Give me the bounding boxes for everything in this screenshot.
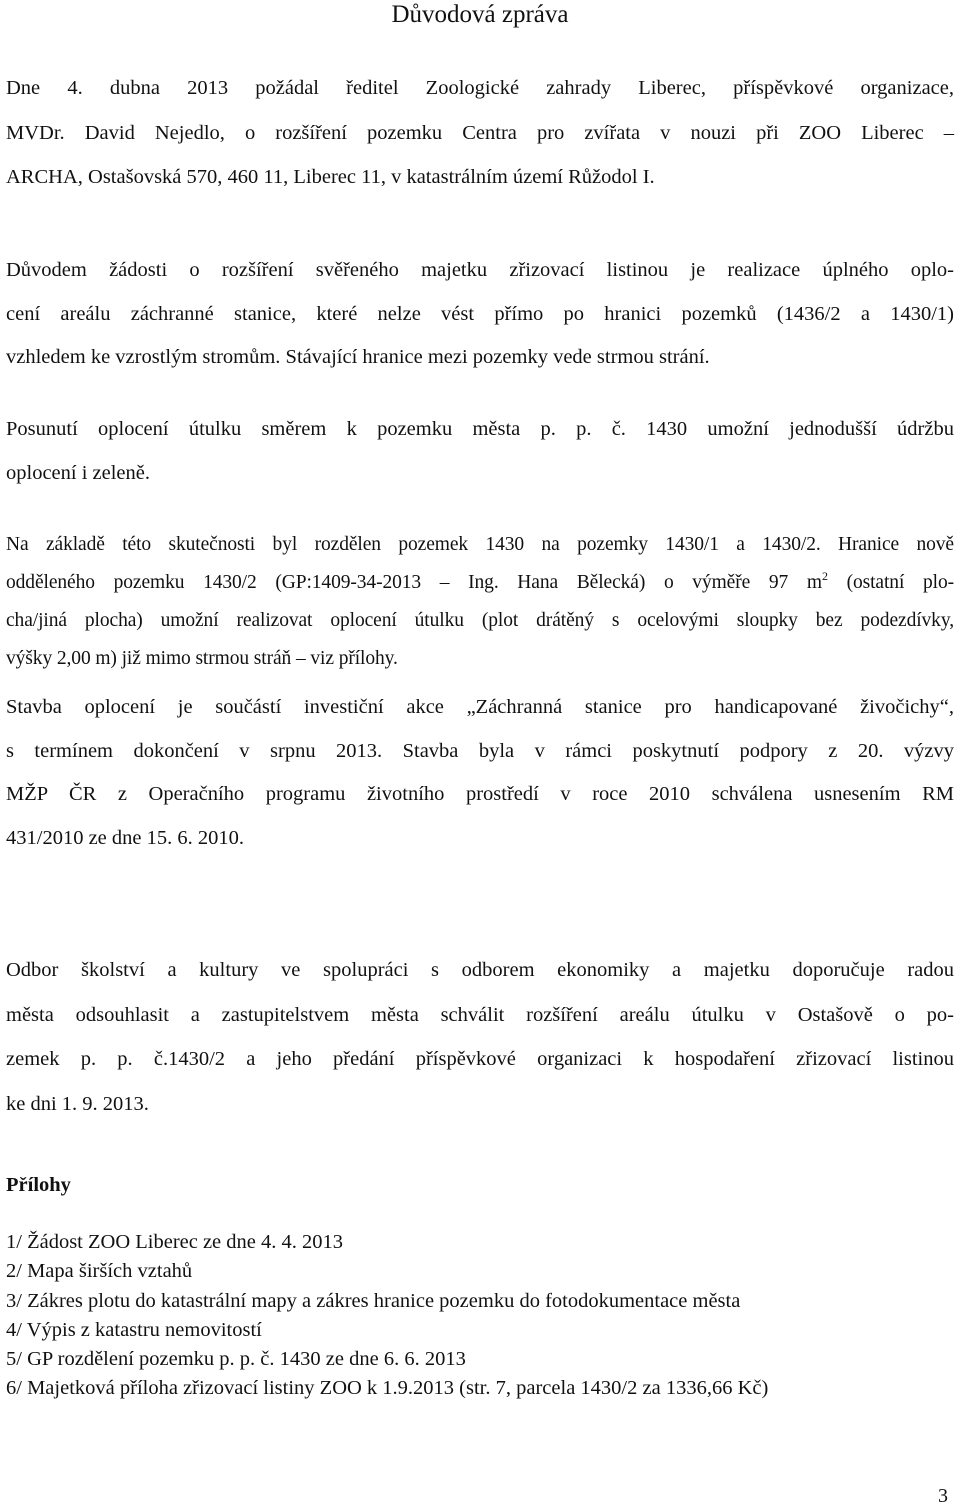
construction-paragraph	[6, 686, 954, 860]
superscript-two: 2	[821, 569, 828, 583]
attachments-heading: Přílohy	[6, 1174, 71, 1196]
construction-line: MŽP ČR z Operačního programu životního prostředí v roce 2010 schválena usnesením RM	[6, 783, 954, 805]
division-paragraph	[6, 526, 954, 678]
attachment-item: 1/ Žádost ZOO Liberec ze dne 4. 4. 2013	[6, 1231, 344, 1253]
division-line	[6, 564, 954, 602]
intro-paragraph	[6, 66, 954, 200]
page-number: 3	[938, 1485, 948, 1507]
division-line-text: odděleného pozemku 1430/2 (GP:1409-34-2013 – Ing. Hana Bělecká) o výměře 97 m	[6, 572, 822, 593]
attachment-item: 6/ Majetková příloha zřizovací listiny ZOO k 1.9.2013 (str. 7, parcela 1430/2 za 1336,66 Kč)	[6, 1377, 769, 1400]
shift-paragraph	[6, 408, 954, 495]
recommendation-paragraph	[6, 948, 954, 1126]
document-title: Důvodová zpráva	[391, 1, 569, 28]
reason-paragraph	[6, 249, 954, 380]
recommendation-line: Odbor školství a kultury ve spolupráci s odborem ekonomiky a majetku doporučuje radou	[6, 959, 954, 981]
division-line: výšky 2,00 m) již mimo strmou stráň – viz přílohy.	[6, 648, 398, 669]
intro-line: MVDr. David Nejedlo, o rozšíření pozemku Centra pro zvířata v nouzi při ZOO Liberec –	[6, 121, 954, 144]
recommendation-line: zemek p. p. č.1430/2 a jeho předání příspěvkové organizaci k hospodaření zřizovací listinou	[6, 1048, 954, 1070]
reason-line: vzhledem ke vzrostlým stromům. Stávající hranice mezi pozemky vede strmou strání.	[6, 346, 710, 368]
division-line: Na základě této skutečnosti byl rozdělen pozemek 1430 na pozemky 1430/1 a 1430/2. Hranice nově	[6, 534, 954, 555]
construction-line: Stavba oplocení je součástí investiční akce „Záchranná stanice pro handicapované živočichy“,	[6, 696, 954, 718]
attachments-list	[6, 1228, 954, 1404]
division-line: cha/jiná plocha) umožní realizovat oplocení útulku (plot drátěný s ocelovými sloupky bez podezdívky,	[6, 610, 954, 631]
intro-line: Dne 4. dubna 2013 požádal ředitel Zoologické zahrady Liberec, příspěvkové organizace,	[6, 77, 954, 99]
recommendation-line: ke dni 1. 9. 2013.	[6, 1092, 149, 1115]
attachment-item: 4/ Výpis z katastru nemovitostí	[6, 1318, 262, 1341]
reason-line: Důvodem žádosti o rozšíření svěřeného majetku zřizovací listinou je realizace úplného oplo-	[6, 259, 954, 281]
reason-line: cení areálu záchranné stanice, které nelze vést přímo po hranici pozemků (1436/2 a 1430/1)	[6, 302, 954, 325]
shift-line: Posunutí oplocení útulku směrem k pozemku města p. p. č. 1430 umožní jednodušší údržbu	[6, 418, 954, 440]
shift-line: oplocení i zeleně.	[6, 461, 151, 484]
attachment-item: 2/ Mapa širších vztahů	[6, 1260, 193, 1283]
attachment-item: 3/ Zákres plotu do katastrální mapy a zákres hranice pozemku do fotodokumentace města	[6, 1289, 741, 1312]
intro-line: ARCHA, Ostašovská 570, 460 11, Liberec 11, v katastrálním území Růžodol I.	[6, 166, 655, 188]
construction-line: 431/2010 ze dne 15. 6. 2010.	[6, 826, 244, 849]
recommendation-line: města odsouhlasit a zastupitelstvem města schválit rozšíření areálu útulku v Ostašově o po-	[6, 1003, 954, 1026]
attachment-item: 5/ GP rozdělení pozemku p. p. č. 1430 ze dne 6. 6. 2013	[6, 1348, 466, 1371]
construction-line: s termínem dokončení v srpnu 2013. Stavba byla v rámci poskytnutí podpory z 20. výzvy	[6, 739, 954, 762]
division-line-text: (ostatní plo-	[827, 572, 954, 593]
